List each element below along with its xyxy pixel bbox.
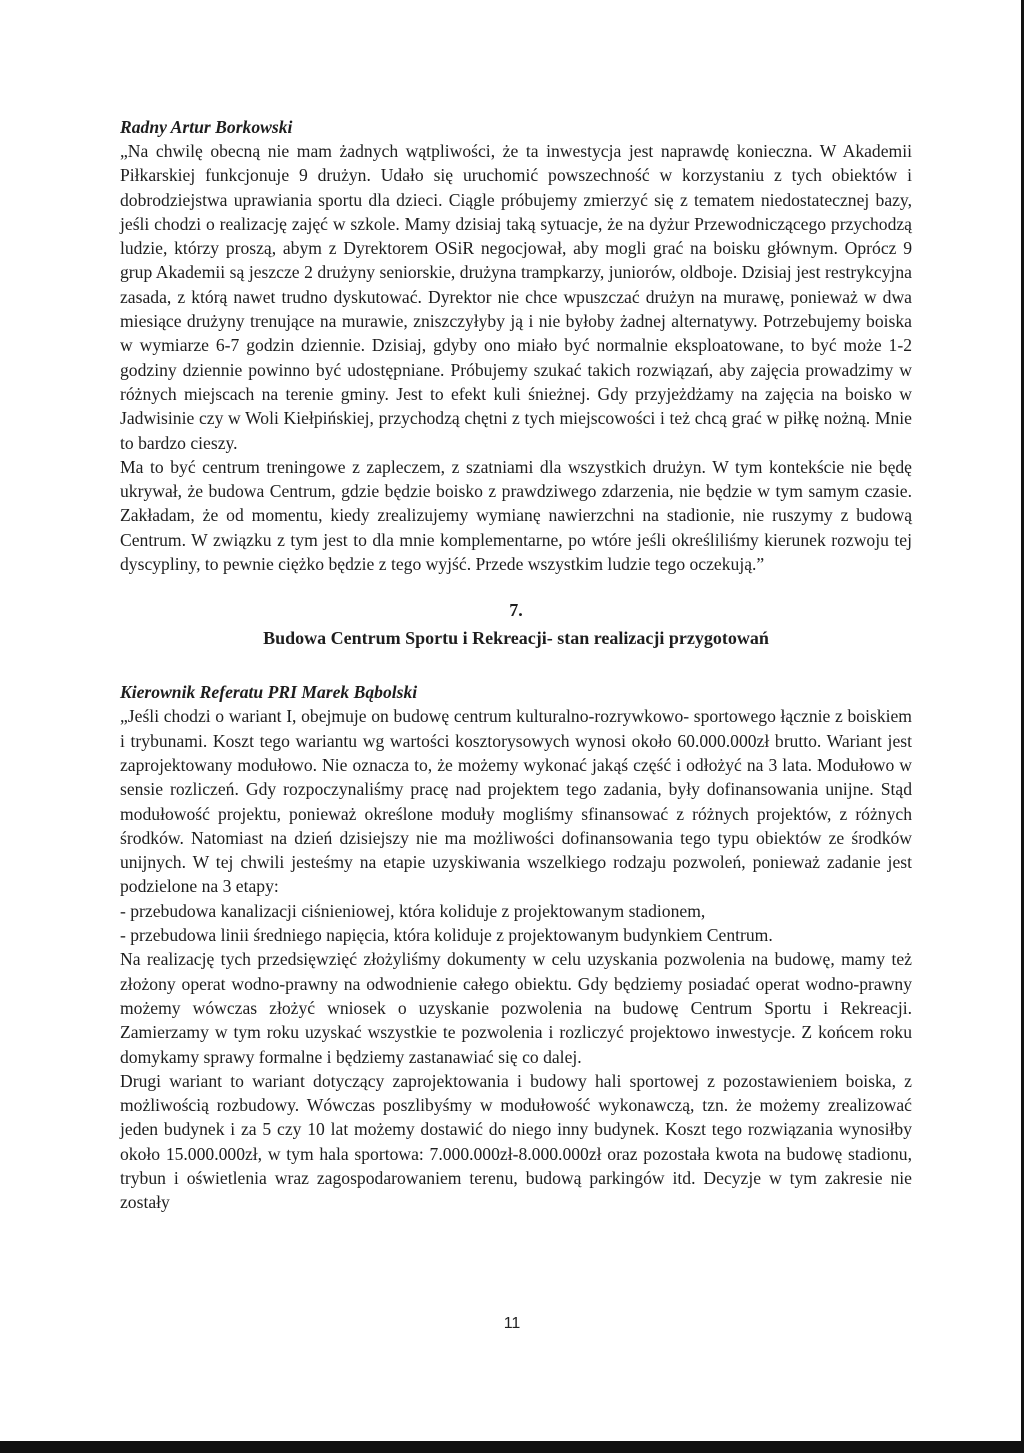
section-number: 7.	[509, 600, 523, 621]
paragraph: Drugi wariant to wariant dotyczący zaprojektowania i budowy hali sportowej z pozostawieniem boiska, z możliwością rozbudowy. Wówczas poszlibyśmy w modułowość wykonawczą, tzn. że możemy zrealizować jeden budynek i za 5 czy 10 lat możemy dostawić do niego inny budynek. Koszt tego rozwiązania wynosiłby około 15.000.000zł, w tym hala sportowa: 7.000.000zł-8.000.000zł oraz pozostała kwota na budowę stadionu, trybun i oświetlenia wraz zagospodarowaniem terenu, budową parkingów itd. Decyzje w tym zakresie nie zostały	[120, 1070, 912, 1213]
paragraph: Na realizację tych przedsięwzięć złożyliśmy dokumenty w celu uzyskania pozwolenia na budowę, mamy też złożony operat wodno-prawny na odwodnienie całego obiektu. Gdy będziemy posiadać operat wodno-prawny możemy wówczas złożyć wniosek o uzyskanie pozwolenia na budowę Centrum Sportu i Rekreacji. Zamierzamy w tym roku uzyskać wszystkie te pozwolenia i rozliczyć projektowo inwestycje. Z końcem roku domykamy sprawy formalne i będziemy zastanawiać się co dalej.	[120, 949, 912, 1067]
paragraph: Ma to być centrum treningowe z zapleczem, z szatniami dla wszystkich drużyn. W tym kontekście nie będę ukrywał, że budowa Centrum, gdzie będzie boisko z prawdziwego zdarzenia, nie będzie w tym samym czasie. Zakładam, że od momentu, kiedy zrealizujemy wymianę nawierzchni na stadionie, nie ruszymy z budową Centrum. W związku z tym jest to dla mnie komplementarne, po wtóre jeśli określiliśmy kierunek rozwoju tej dyscypliny, to pewnie ciężko będzie z tego wyjść. Przede wszystkim ludzie tego oczekują.”	[120, 456, 912, 575]
list-item: - przebudowa linii średniego napięcia, która koliduje z projektowanym budynkiem Centrum.	[120, 925, 773, 946]
statement-text	[120, 139, 912, 576]
page-number: 11	[503, 1315, 521, 1332]
document-page	[120, 115, 912, 1215]
statement-text	[120, 704, 912, 1214]
list-item: - przebudowa kanalizacji ciśnieniowej, która koliduje z projektowanym stadionem,	[120, 900, 706, 921]
paragraph: „Na chwilę obecną nie mam żadnych wątpliwości, że ta inwestycja jest naprawdę konieczna. W Akademii Piłkarskiej funkcjonuje 9 drużyn. Udało się uruchomić powszechność w korzystaniu z tych obiektów i dobrodziejstwa uprawiania sportu dla dzieci. Ciągle próbujemy zmierzyć się z tematem niedostatecznej bazy, jeśli chodzi o realizację zajęć w szkole. Mamy dzisiaj taką sytuacje, że na dyżur Przewodniczącego przychodzą ludzie, którzy proszą, abym z Dyrektorem OSiR negocjował, aby mogli grać na boisku głównym. Oprócz 9 grup Akademii są jeszcze 2 drużyny seniorskie, drużyna trampkarzy, juniorów, oldboje. Dzisiaj jest restrykcyjna zasada, z którą nawet trudno dyskutować. Dyrektor nie chce wpuszczać drużyn na murawę, ponieważ w dwa miesiące drużyny trenujące na murawie, zniszczyłyby ją i nie byłoby żadnej alternatywy. Potrzebujemy boiska w wymiarze 6-7 godzin dziennie. Dzisiaj, gdyby ono miało być normalnie eksploatowane, to być może 1-2 godziny dziennie powinno być udostępniane. Próbujemy szukać takich rozwiązań, aby zajęcia prowadzimy w różnych miejscach na terenie gminy. Jest to efekt kuli śnieżnej. Gdy przyjeżdżamy na zajęcia na boisko w Jadwisinie czy w Woli Kiełpińskiej, przychodzą chętni z tych miejscowości i też chcą grać w piłkę nożną. Mnie to bardzo cieszy.	[120, 141, 912, 453]
speaker-name: Kierownik Referatu PRI Marek Bąbolski	[120, 682, 418, 703]
section-title: Budowa Centrum Sportu i Rekreacji- stan realizacji przygotowań	[263, 628, 769, 649]
speaker-name: Radny Artur Borkowski	[120, 117, 293, 137]
paragraph: „Jeśli chodzi o wariant I, obejmuje on budowę centrum kulturalno-rozrywkowo- sportowego łącznie z boiskiem i trybunami. Koszt tego wariantu wg wartości kosztorysowych wynosi około 60.000.000zł brutto. Wariant jest zaprojektowany modułowo. Nie oznacza to, że możemy wykonać jakąś część i odłożyć na 3 lata. Modułowo w sensie rozliczeń. Gdy rozpoczynaliśmy pracę nad projektem tego zadania, były dofinansowania unijne. Stąd modułowość projektu, ponieważ określone moduły mogliśmy sfinansować z różnych projektów, z różnych środków. Natomiast na dzień dzisiejszy nie ma możliwości dofinansowania tego typu obiektów ze środków unijnych. W tej chwili jesteśmy na etapie uzyskiwania wszelkiego rodzaju pozwoleń, ponieważ zadanie jest podzielone na 3 etapy:	[120, 706, 912, 897]
scan-border-bottom	[0, 1441, 1024, 1453]
